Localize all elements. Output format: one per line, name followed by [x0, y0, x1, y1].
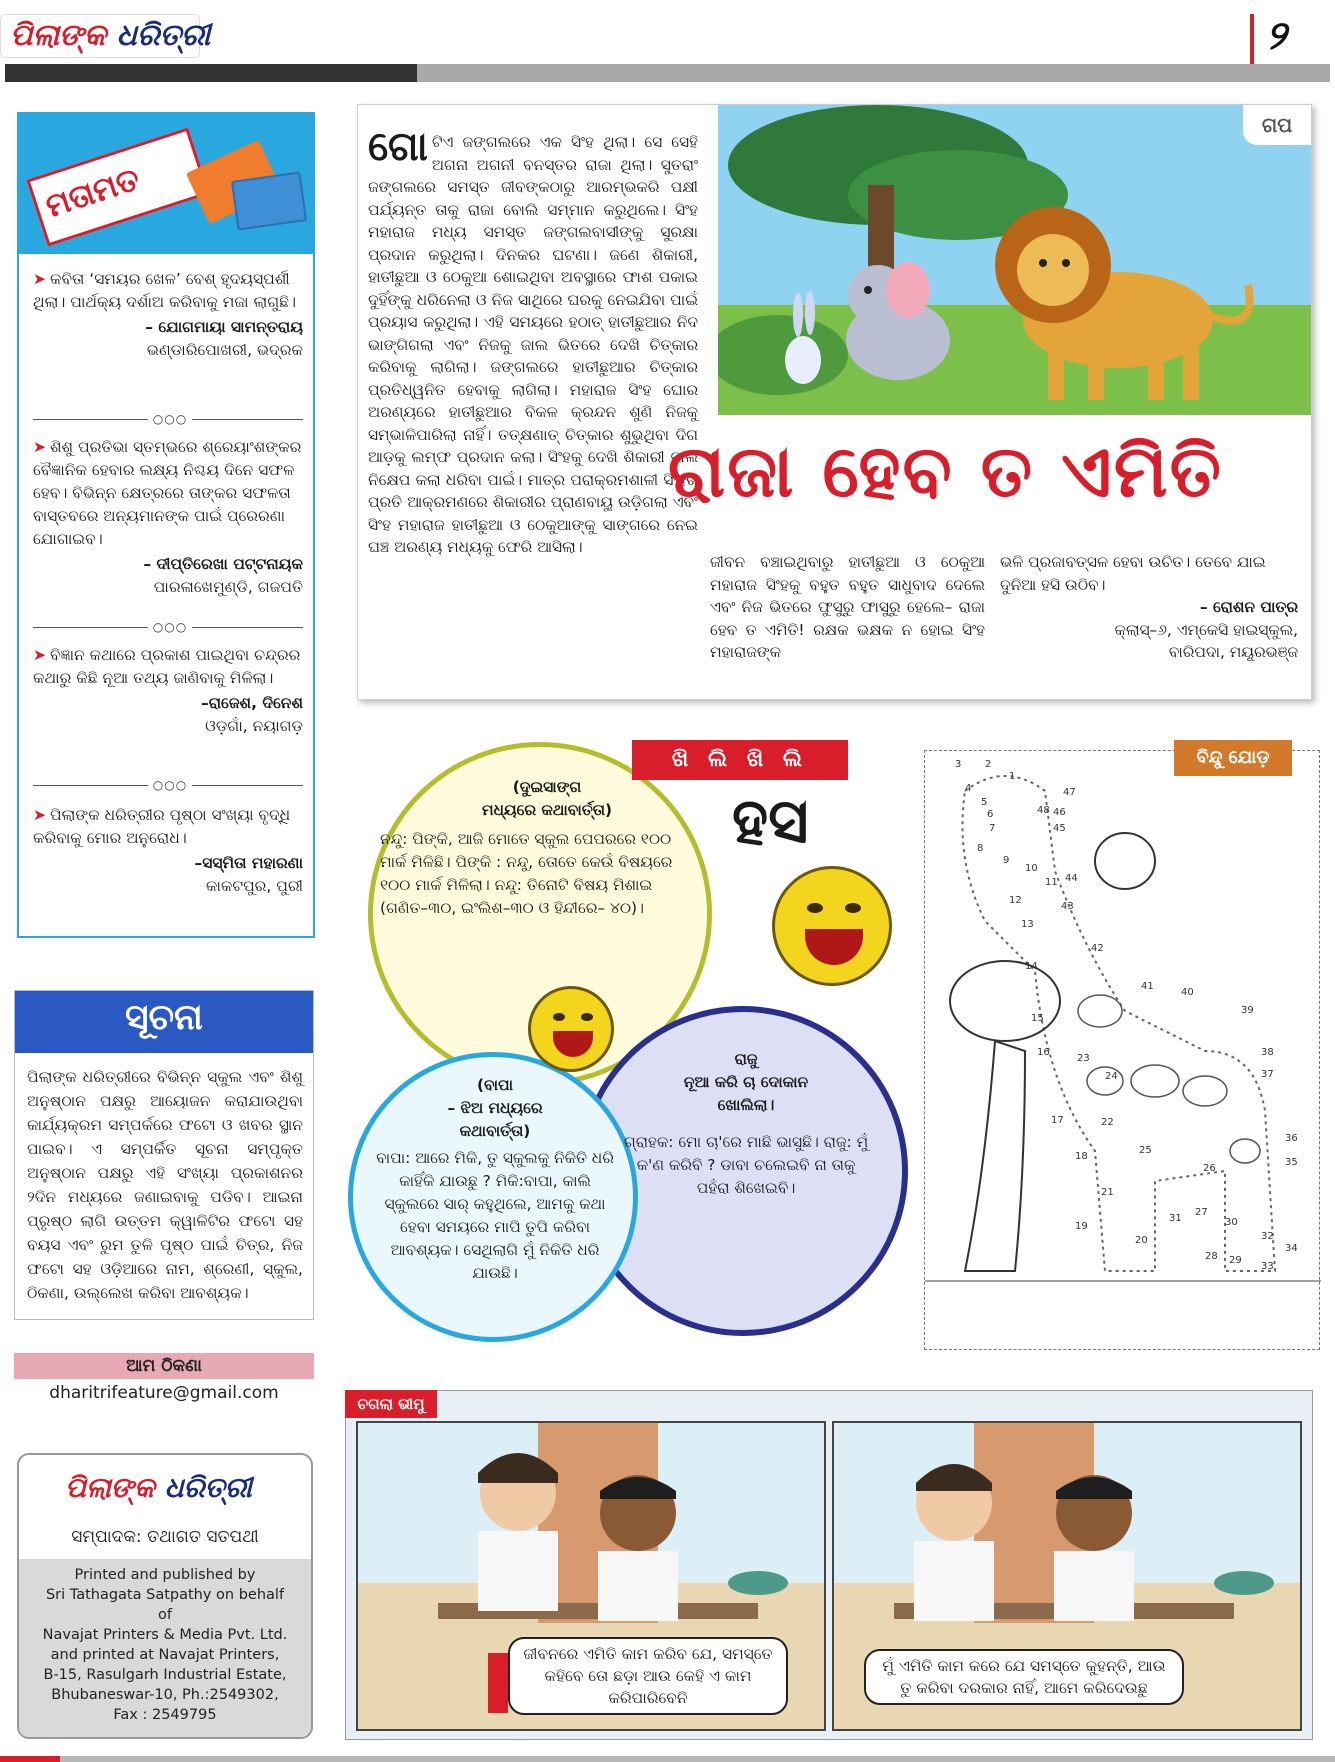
puzzle-number: 2	[985, 759, 992, 770]
puzzle-number: 29	[1229, 1255, 1242, 1266]
jokes-title: ହସ	[732, 784, 809, 857]
letter-text: କବିତା ‘ସମୟର ଖେଳ’ ବେଶ୍ ହୃଦୟସ୍ପର୍ଶୀ ଥିଲା। ପାର୍ଥକ୍ୟ ଦର୍ଶାଅ କରିବାକୁ ମଜା ଲାଗୁଛି।	[33, 270, 296, 311]
puzzle-number: 5	[981, 797, 988, 808]
story-col-3	[1000, 551, 1298, 664]
letter-author: –ରାଜେଶ, ଦିନେଶ	[200, 694, 303, 712]
puzzle-number: 28	[1205, 1251, 1218, 1262]
story-tag: ଗପ	[1243, 105, 1311, 145]
puzzle-number: 47	[1063, 787, 1076, 798]
page-number: ୨	[1266, 12, 1286, 59]
letter-divider: ○○○	[33, 778, 303, 792]
jokes-tag: ଖି ଲି ଖି ଲି	[632, 740, 848, 780]
header-rule-dark	[5, 64, 417, 82]
arrow-icon: ➤	[33, 270, 46, 288]
puzzle-number: 13	[1021, 919, 1034, 930]
puzzle-number: 22	[1101, 1117, 1114, 1128]
puzzle-number: 4	[965, 783, 972, 794]
puzzle-number: 1	[1009, 771, 1016, 782]
puzzle-number: 20	[1135, 1235, 1148, 1246]
imprint-line: Bhubaneswar-10, Ph.:2549302,	[51, 1687, 279, 1703]
header-rule-grey	[417, 64, 1330, 82]
imprint-logo-part1: ପିଲାଙ୍କ	[65, 1471, 155, 1504]
puzzle-number: 24	[1105, 1071, 1118, 1082]
dot-puzzle-section	[924, 750, 1320, 1350]
puzzle-number: 37	[1261, 1069, 1274, 1080]
letter-item	[33, 804, 303, 898]
puzzle-number: 30	[1225, 1217, 1238, 1228]
puzzle-number: 17	[1051, 1115, 1064, 1126]
puzzle-number: 44	[1065, 873, 1078, 884]
letters-title: ମତାମତ	[40, 159, 145, 226]
puzzle-number: 12	[1009, 895, 1022, 906]
notice-header	[15, 991, 313, 1053]
envelope-icon-blue	[231, 171, 307, 230]
puzzle-number: 3	[955, 759, 962, 770]
joke-heading: ରାଜୁ	[734, 1050, 758, 1068]
story-section	[357, 104, 1312, 700]
letter-item	[33, 268, 303, 362]
masthead-logo	[10, 18, 210, 53]
puzzle-number: 32	[1261, 1231, 1274, 1242]
puzzle-number: 38	[1261, 1047, 1274, 1058]
letter-text: ଶିଶୁ ପ୍ରତିଭା ସ୍ତମ୍ଭରେ ଶ୍ରେୟାଂଶଙ୍କର ବୈଜ୍ଞାନିକ ହେବାର ଲକ୍ଷ୍ୟ ନିଶ୍ଚୟ ଦିନେ ସଫଳ ହେବ। ବିଭିନ୍ନ କ୍ଷେତ୍ରରେ ତାଙ୍କର ସଫଳତା ବାସ୍ତବରେ ଅନ୍ୟମାନଙ୍କ ପାଇଁ ପ୍ରେରଣା ଯୋଗାଇବ।	[33, 438, 302, 548]
notice-section	[14, 990, 314, 1320]
notice-title: ସୂଚନା	[124, 997, 203, 1038]
address-label: ଆମ ଠିକଣା	[14, 1353, 314, 1379]
masthead-logo-part1: ପିଲାଙ୍କ	[10, 18, 107, 53]
comic-tag: ଚଗଲା ଭୀମୁ	[345, 1390, 437, 1418]
imprint-logo-part2: ଧରିତ୍ରୀ	[164, 1471, 252, 1504]
puzzle-number: 7	[989, 823, 996, 834]
imprint-line: of	[158, 1607, 172, 1623]
story-ending: ଭଳି ପ୍ରଜାବତ୍ସଳ ହେବା ଉଚିତ। ତେବେ ଯାଇ ଦୁନିଆ ହସି ଉଠିବ।	[1000, 553, 1266, 594]
joke-3	[370, 1074, 620, 1285]
contact-email[interactable]: dharitrifeature@gmail.com	[49, 1383, 279, 1403]
joke-heading: ମଧ୍ୟରେ କଥାବାର୍ତ୍ତା)	[481, 801, 612, 819]
letters-title-tag	[26, 127, 209, 246]
comic-section	[345, 1390, 1313, 1740]
puzzle-number: 42	[1091, 943, 1104, 954]
joke-body: ନନ୍ଦୁ: ପିଙ୍କି, ଆଜି ମୋତେ ସ୍କୁଲ ପେପରରେ ୧୦୦ ମାର୍କ ମିଳିଛି। ପିଙ୍କି : ନନ୍ଦୁ, ତୋତେ କେଉଁ ବିଷୟରେ ୧୦୦ ମାର୍କ ମିଳିଲା। ନନ୍ଦୁ: ତିନୋଟି ବିଷୟ ମିଶାଇ (ଗଣିତ–୩୦, ଇଂଲିଶ–୩୦ ଓ ହିନ୍ଦୀରେ– ୪୦)।	[380, 830, 673, 917]
joke-heading: (ଦୁଇସାଙ୍ଗ	[512, 778, 582, 796]
letter-place: କାକଟପୁର, ପୁରୀ	[205, 877, 303, 895]
notice-body: ପିଲାଙ୍କ ଧରିତ୍ରୀରେ ବିଭିନ୍ନ ସ୍କୁଲ ଏବଂ ଶିଶୁ ଅନୁଷ୍ଠାନ ପକ୍ଷରୁ ଆୟୋଜନ କରାଯାଉଥିବା କାର୍ଯ୍ୟକ୍ରମ ସମ୍ପର୍କରେ ଫଟୋ ଓ ଖବର ସ୍ଥାନ ପାଇବ। ଏ ସମ୍ପର୍କିତ ସୂଚନା ସମ୍ପୃକ୍ତ ଅନୁଷ୍ଠାନ ପକ୍ଷରୁ ଏହି ସଂଖ୍ୟା ପ୍ରକାଶନର ୨ଦିନ ମଧ୍ୟରେ ଜଣାଇବାକୁ ପଡିବ। ଆଇନା ପ୍ରୃଷ୍ଠ ଲାଗି ଉତ୍ତମ କ୍ୱାଳିଟିର ଫଟୋ ସହ ବୟସ ଏବଂ ରୁମ ତୁଳି ପୃଷ୍ଠ ପାଇଁ ଚିତ୍ର, ନିଜ ଫଟୋ ସହ ଓଡ଼ିଆରେ ନାମ, ଶ୍ରେଣୀ, ସ୍କୁଲ, ଠିକଣା, ଉଲ୍ଲେଖ କରିବା ଆବଶ୍ୟକ।	[27, 1068, 303, 1302]
puzzle-number: 45	[1053, 823, 1066, 834]
letter-author: – ଯୋଗମାୟା ସାମନ୍ତରାୟ	[145, 318, 303, 336]
puzzle-number: 21	[1101, 1187, 1114, 1198]
puzzle-number: 27	[1195, 1207, 1208, 1218]
imprint-line: Sri Tathagata Satpathy on behalf	[45, 1587, 285, 1603]
letter-item	[33, 644, 303, 738]
story-text: ଟିଏ ଜଙ୍ଗଲରେ ଏକ ସିଂହ ଥିଲା। ସେ ସେହି ଅଗନା ଅଗନୀ ବନସ୍ତର ରାଜା ଥିଲା। ସୁତରାଂ ଜଙ୍ଗଲରେ ସମସ୍ତ ଜୀବଙ୍କଠାରୁ ଆରମ୍ଭକରି ପକ୍ଷୀ ପର୍ଯ୍ୟନ୍ତ ତାକୁ ରାଜା ବୋଲି ସମ୍ମାନ କରୁଥିଲେ। ସିଂହ ମହାରାଜ ମଧ୍ୟ ସମସ୍ତ ଜଙ୍ଗଲବାସୀଙ୍କୁ ସୁରକ୍ଷା ପ୍ରଦାନ କରୁଥିଲା। ଦିନକର ଘଟଣା। ଜଣେ ଶିକାରୀ, ହାତୀଛୁଆ ଓ ଠେକୁଆ ଶୋଇଥିବା ଅବସ୍ଥାରେ ଫାଶ ପକାଇ ଦୁହିଁଙ୍କୁ ଧରିନେଲା ଓ ନିଜ ସାଥିରେ ଘରକୁ ନେଇଯିବା ପାଇଁ ପ୍ରୟାସ କରୁଥିଲା। ଏହି ସମୟରେ ହଠାତ୍ ହାତୀଛୁଆର ନିଦ ଭାଙ୍ଗିଗଲା ଏବଂ ନିଜକୁ ଜାଲ ଭିତରେ ଦେଖି ଚିତ୍କାର କରିବାକୁ ଲାଗିଲା। ଜଙ୍ଗଲରେ ହାତୀଛୁଆର ଚିତ୍କାର ପ୍ରତିଧ୍ୱନିତ ହେବାକୁ ଲାଗିଲା। ମହାରାଜ ସିଂହ ଘୋର ଅରଣ୍ୟରେ ହାତୀଛୁଆର ବିକଳ କ୍ରନ୍ଦନ ଶୁଣି ନିଜକୁ ସମ୍ଭାଳିପାରିଲା ନାହିଁ। ତତ୍‌କ୍ଷଣାତ୍ ଚିତ୍କାର ଶୁଭୁଥିବା ଦିଗ ଆଡ଼କୁ ଲମ୍ଫ ପ୍ରଦାନ କଲା। ସିଂହକୁ ଦେଖି ଶିକାରୀ ଜାଲ ନିକ୍ଷେପ କଲା ଧରିବା ପାଇଁ। ମାତ୍ର ପରାକ୍ରମଶାଳୀ ସିଂହର ପ୍ରତି ଆକ୍ରମଣରେ ଶିକାରୀର ପ୍ରାଣବାୟୁ ଉଡ଼ିଗଲା ଏବଂ ସିଂହ ମହାରାଜ ହାତୀଛୁଆ ଓ ଠେକୁଆଙ୍କୁ ସାଙ୍ଗରେ ନେଇ ଘଞ୍ଚ ଅରଣ୍ୟ ମଧ୍ୟକୁ ଫେରି ଆସିଲା।	[368, 133, 698, 556]
puzzle-number: 18	[1075, 1151, 1088, 1162]
joke-2	[622, 1048, 870, 1200]
puzzle-number: 11	[1045, 877, 1058, 888]
imprint-line: B-15, Rasulgarh Industrial Estate,	[43, 1667, 287, 1683]
puzzle-number: 6	[987, 809, 994, 820]
puzzle-number: 35	[1285, 1157, 1298, 1168]
puzzle-number: 23	[1077, 1053, 1090, 1064]
imprint-line: Navajat Printers & Media Pvt. Ltd.	[42, 1627, 288, 1643]
puzzle-number: 34	[1285, 1243, 1298, 1254]
puzzle-number: 14	[1025, 961, 1038, 972]
letter-text: ପିଲାଙ୍କ ଧରିତ୍ରୀର ପୃଷ୍ଠା ସଂଖ୍ୟା ବୃଦ୍ଧି କରିବାକୁ ମୋର ଅନୁରୋଧ।	[33, 806, 291, 847]
letter-place: ପାରଳାଖେମୁଣ୍ଡି, ଗଜପତି	[153, 578, 303, 596]
letter-author: –ସସ୍ମିତା ମହାରଣା	[194, 854, 303, 872]
story-col-2: ଜୀବନ ବଞ୍ଚାଇଥିବାରୁ ହାତୀଛୁଆ ଓ ଠେକୁଆ ମହାରାଜ ସିଂହକୁ ବହୁତ ବହୁତ ସାଧୁବାଦ ଦେଲେ ଏବଂ ନିଜ ଭିତରେ ଫୁସୁରୁ ଫାସୁରୁ ହେଲେ– ରାଜା ହେବ ତ ଏମିତି! ରକ୍ଷକ ଭକ୍ଷକ ନ ହୋଇ ସିଂହ ମହାରାଜଙ୍କ	[710, 553, 985, 661]
arrow-icon: ➤	[33, 646, 46, 664]
comic-speech-bubble-1: ଜୀବନରେ ଏମିତି କାମ କରିବ ଯେ, ସମସ୍ତେ କହିବେ ତୋ ଛଡ଼ା ଆଉ କେହି ଏ କାମ କରିପାରିବେନି	[508, 1637, 788, 1715]
imprint-editor: ସମ୍ପାଦକ: ତଥାଗତ ସତପଥୀ	[71, 1527, 259, 1547]
puzzle-number: 33	[1261, 1261, 1274, 1272]
imprint-line: Printed and published by	[74, 1567, 256, 1583]
story-author-place: ବାରିପଦା, ମୟୂରଭଞ୍ଜ	[1168, 643, 1298, 661]
comic-speech-bubble-2: ମୁଁ ଏମିତି କାମ କରେ ଯେ ସମସ୍ତେ କୁହନ୍ତି, ଆଉ ତୁ କରିବା ଦରକାର ନାହିଁ, ଆମେ କରିଦେଉଛୁ	[864, 1649, 1184, 1705]
comic-panel-1	[356, 1421, 826, 1731]
story-title: ରାଜା ହେବ ତ ଏମିତି	[668, 429, 1223, 513]
puzzle-number: 26	[1203, 1163, 1216, 1174]
joke-heading: – ଝିଅ ମଧ୍ୟରେ	[447, 1099, 543, 1117]
puzzle-number: 36	[1285, 1133, 1298, 1144]
joke-heading: କଥାବାର୍ତ୍ତା)	[459, 1122, 531, 1140]
joke-heading: ନୂଆ କରି ଚା ଦୋକାନ	[683, 1073, 809, 1091]
page-number-bar	[1250, 14, 1254, 64]
joke-body: ଗ୍ରାହକ: ମୋ ଚା'ରେ ମାଛି ଭାସୁଛି। ରାଜୁ: ମୁଁ କ'ଣ କରିବି ? ଡାବା ଚଲେଇବି ନା ତାକୁ ପହଁରା ଶିଖେଇବି।	[623, 1133, 869, 1197]
story-col-1	[368, 124, 698, 559]
puzzle-number: 8	[977, 843, 984, 854]
letters-section	[17, 112, 315, 938]
letter-place: ଓଡ଼ଗାଁ, ନୟାଗଡ଼	[205, 717, 303, 735]
joke-heading: (ବାପା	[476, 1076, 514, 1094]
imprint-text	[19, 1565, 311, 1725]
story-author: – ରୋଶନ ପାତ୍ର	[1199, 598, 1298, 616]
imprint-logo	[65, 1471, 252, 1505]
puzzle-number: 16	[1037, 1047, 1050, 1058]
puzzle-number: 25	[1139, 1145, 1152, 1156]
letter-divider: ○○○	[33, 620, 303, 634]
imprint-line: and printed at Navajat Printers,	[50, 1647, 280, 1663]
story-dropcap: ଗୋ	[368, 124, 428, 170]
puzzle-tag: ବିନ୍ଦୁ ଯୋଡ଼	[1174, 740, 1292, 776]
footer-rule-grey	[60, 1756, 1335, 1762]
story-author-class: କ୍ଲାସ୍–୬, ଏମ୍‌କେସି ହାଇସ୍କୁଲ,	[1114, 620, 1298, 639]
puzzle-number: 19	[1075, 1221, 1088, 1232]
puzzle-number: 10	[1025, 863, 1038, 874]
letter-place: ଭଣ୍ଡାରିପୋଖରୀ, ଭଦ୍ରକ	[146, 341, 303, 359]
comic-panel-2	[832, 1421, 1302, 1731]
laughing-smiley-icon	[772, 866, 892, 986]
puzzle-number: 46	[1053, 807, 1066, 818]
puzzle-number: 9	[1003, 855, 1010, 866]
laughing-smiley-icon-small	[528, 986, 614, 1072]
letters-banner	[19, 114, 313, 254]
arrow-icon: ➤	[33, 806, 46, 824]
masthead-logo-part2: ଧରିତ୍ରୀ	[116, 18, 211, 53]
letter-divider: ○○○	[33, 412, 303, 426]
imprint-section	[17, 1453, 313, 1739]
puzzle-number: 40	[1181, 987, 1194, 998]
letter-text: ବିଜ୍ଞାନ କଥାରେ ପ୍ରକାଶ ପାଇଥିବା ଚନ୍ଦ୍ରର କଥାରୁ କିଛି ନୂଆ ତଥ୍ୟ ଜାଣିବାକୁ ମିଳିଲା।	[33, 646, 301, 687]
joke-1	[372, 776, 722, 920]
story-illustration	[718, 105, 1311, 415]
arrow-icon: ➤	[33, 438, 46, 456]
imprint-line: Fax : 2549795	[113, 1707, 217, 1723]
puzzle-number: 15	[1031, 1013, 1044, 1024]
letter-author: – ଦୀପ୍ତିରେଖା ପଟ୍ଟନାୟକ	[143, 555, 303, 573]
puzzle-number: 31	[1169, 1213, 1182, 1224]
letter-item	[33, 436, 303, 599]
puzzle-number: 41	[1141, 981, 1154, 992]
joke-body: ବାପା: ଆରେ ମିକି, ତୁ ସ୍କୁଲକୁ ନିକିତି ଧରି କାହିଁକି ଯାଉଛୁ ? ମିକି:ବାପା, କାଲି ସ୍କୁଲରେ ସାର୍ କହୁଥିଲେ, ଆମକୁ କଥା ହେବା ସମୟରେ ମାପି ତୁପି କରିବା ଆବଶ୍ୟକ। ସେଥିଲାଗି ମୁଁ ନିକିତି ଧରି ଯାଉଛି।	[376, 1149, 614, 1282]
joke-heading: ଖୋଲିଲା।	[717, 1096, 775, 1114]
puzzle-number: 43	[1061, 901, 1074, 912]
puzzle-number: 39	[1241, 1005, 1254, 1016]
puzzle-number: 48	[1037, 805, 1050, 816]
footer-rule-red	[0, 1756, 60, 1762]
